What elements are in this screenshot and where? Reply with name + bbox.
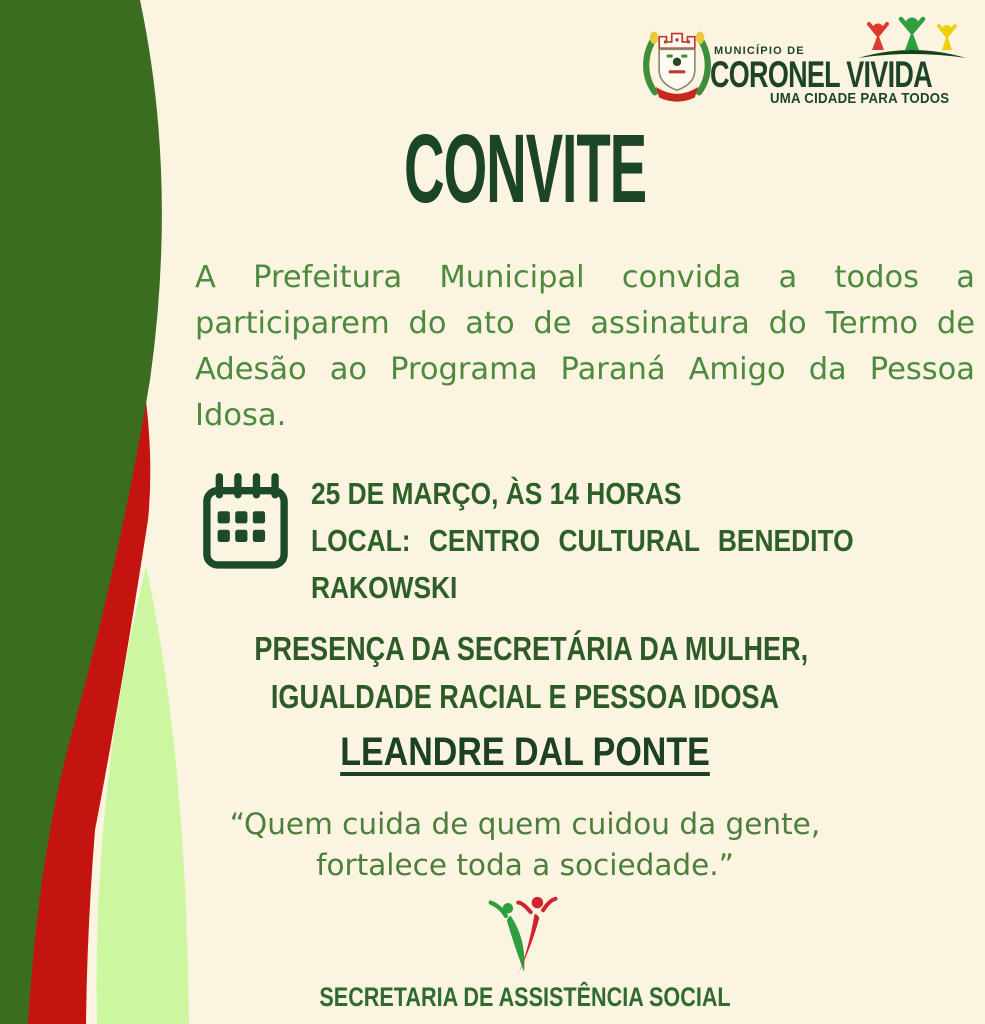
event-datetime: 25 DE MARÇO, ÀS 14 HORAS [311,476,682,511]
footer-block [195,894,855,1012]
page-title: CONVITE [404,114,646,223]
secretary-name: LEANDRE DAL PONTE [340,730,710,774]
event-text [311,469,949,611]
presence-block [195,625,855,721]
invitation-content [195,114,975,1012]
presence-line-2: IGUALDADE RACIAL E PESSOA IDOSA [270,678,780,715]
paragraph-line: A Prefeitura Municipal convida a todos a [195,260,975,295]
assistance-logo-icon [473,894,577,976]
coat-of-arms-icon [640,22,714,108]
event-location-line2: RAKOWSKI [311,570,458,605]
paragraph-line: participarem do ato de assinatura do Termo de [195,306,975,341]
municipality-slogan: UMA CIDADE PARA TODOS [770,90,950,107]
invitation-paragraph [195,255,975,439]
municipality-logo [628,14,980,118]
municipality-name: CORONEL VIVIDA [710,54,932,95]
quote-block [195,804,855,886]
event-details [201,469,975,611]
calendar-icon [201,471,289,569]
event-location-line1: LOCAL: CENTRO CULTURAL BENEDITO [311,523,854,558]
presence-line-1: PRESENÇA DA SECRETÁRIA DA MULHER, [254,630,809,667]
quote-line-1: “Quem cuida de quem cuidou da gente, [229,807,821,841]
paragraph-line: Adesão ao Programa Paraná Amigo da Pessoa [195,352,975,387]
municipality-label: MUNICÍPIO DE [714,45,805,57]
quote-line-2: fortalece toda a sociedade.” [316,848,734,882]
footer-department: SECRETARIA DE ASSISTÊNCIA SOCIAL [319,982,731,1012]
paragraph-line: Idosa. [195,398,287,433]
